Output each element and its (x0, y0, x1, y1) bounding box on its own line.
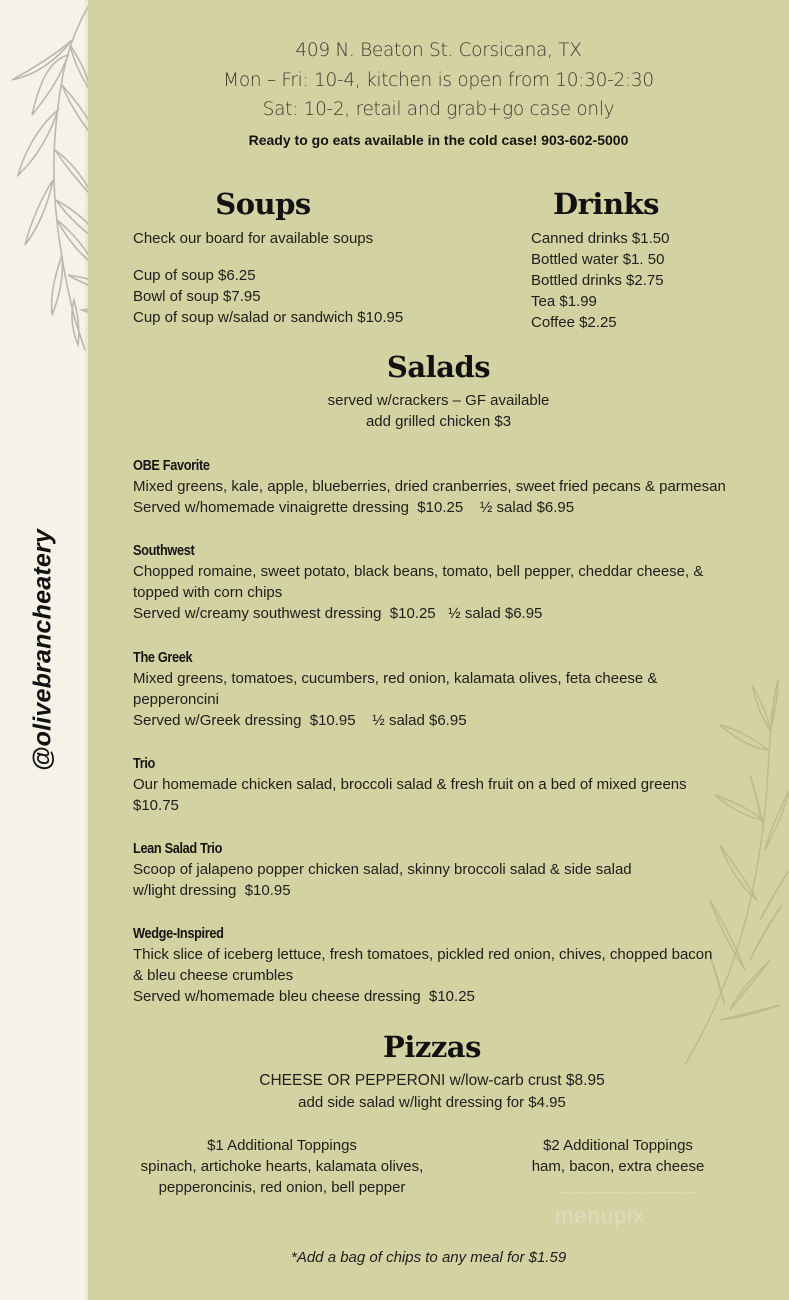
drinks-title: Drinks (553, 187, 659, 221)
toppings-1-line: spinach, artichoke hearts, kalamata olives, (140, 1158, 424, 1175)
soup-item: Bowl of soup $7.95 (133, 288, 261, 305)
salad-description: Mixed greens, kale, apple, blueberries, dried cranberries, sweet fried pecans & parmesan (133, 478, 726, 495)
watermark: menupix (555, 1203, 646, 1228)
address: 409 N. Beaton St. Corsicana, TX (295, 40, 582, 61)
toppings-1-title: $1 Additional Toppings (207, 1137, 357, 1154)
toppings-1-line: pepperoncinis, red onion, bell pepper (158, 1179, 406, 1196)
salad-price-line: $10.75 (133, 797, 179, 814)
toppings-2-line: ham, bacon, extra cheese (531, 1158, 705, 1175)
soups-list (133, 265, 403, 328)
salad-name: The Greek (133, 650, 193, 666)
watermark-divider (561, 1192, 696, 1193)
salad-description: Mixed greens, tomatoes, cucumbers, red onion, kalamata olives, feta cheese & (133, 670, 658, 687)
social-handle: @olivebrancheatery (28, 529, 57, 771)
toppings-1-group (126, 1135, 438, 1198)
drinks-list (531, 228, 669, 333)
salad-price-line: Served w/homemade vinaigrette dressing $10.25 ½ salad $6.95 (133, 499, 575, 516)
salad-description: Scoop of jalapeno popper chicken salad, skinny broccoli salad & side salad (133, 861, 632, 878)
pizza-main-item: CHEESE OR PEPPERONI w/low-carb crust $8.95 (259, 1072, 605, 1089)
salad-name: Lean Salad Trio (133, 841, 223, 857)
drink-item: Bottled water $1. 50 (531, 251, 665, 268)
soup-item: Cup of soup $6.25 (133, 267, 256, 284)
salad-name: Southwest (133, 543, 195, 559)
drink-item: Coffee $2.25 (531, 314, 617, 331)
salad-description: Chopped romaine, sweet potato, black beans, tomato, bell pepper, cheddar cheese, & (133, 563, 704, 580)
salad-price-line: w/light dressing $10.95 (133, 882, 291, 899)
salad-item-trio (133, 754, 743, 816)
chips-note: *Add a bag of chips to any meal for $1.59 (291, 1249, 567, 1266)
soups-note: Check our board for available soups (133, 230, 374, 247)
salad-name: OBE Favorite (133, 458, 210, 474)
salad-name: Wedge-Inspired (133, 926, 224, 942)
salad-description: Thick slice of iceberg lettuce, fresh tomatoes, pickled red onion, chives, chopped bacon (133, 946, 713, 963)
salad-item-lean-salad-trio (133, 839, 743, 901)
toppings-2-group (508, 1135, 728, 1177)
salad-name: Trio (133, 756, 155, 772)
salad-item-wedge-inspired (133, 924, 743, 1007)
toppings-2-title: $2 Additional Toppings (543, 1137, 693, 1154)
soup-item: Cup of soup w/salad or sandwich $10.95 (133, 309, 404, 326)
salad-price-line: Served w/Greek dressing $10.95 ½ salad $6.95 (133, 712, 467, 729)
salads-subtitle-chicken: add grilled chicken $3 (365, 413, 512, 430)
drink-item: Tea $1.99 (531, 293, 597, 310)
pizza-side-salad: add side salad w/light dressing for $4.95 (298, 1094, 566, 1111)
weekday-hours: Mon – Fri: 10-4, kitchen is open from 10:30-2:30 (223, 70, 654, 91)
drink-item: Bottled drinks $2.75 (531, 272, 664, 289)
salad-item-the-greek (133, 648, 743, 731)
salad-description: pepperoncini (133, 691, 219, 708)
pizzas-title: Pizzas (383, 1030, 481, 1064)
salad-description: Our homemade chicken salad, broccoli salad & fresh fruit on a bed of mixed greens (133, 776, 687, 793)
salads-subtitle-crackers: served w/crackers – GF available (327, 392, 550, 409)
soups-title: Soups (215, 187, 311, 221)
salad-description: topped with corn chips (133, 584, 283, 601)
drink-item: Canned drinks $1.50 (531, 230, 670, 247)
salad-item-obe-favorite (133, 456, 743, 518)
saturday-hours: Sat: 10-2, retail and grab+go case only (262, 99, 615, 120)
salad-price-line: Served w/creamy southwest dressing $10.25 ½ salad $6.95 (133, 605, 543, 622)
salad-price-line: Served w/homemade bleu cheese dressing $10.25 (133, 988, 475, 1005)
salad-item-southwest (133, 541, 743, 624)
salad-description: & bleu cheese crumbles (133, 967, 294, 984)
cold-case-note: Ready to go eats available in the cold case! 903-602-5000 (248, 132, 629, 148)
salads-title: Salads (386, 350, 491, 384)
